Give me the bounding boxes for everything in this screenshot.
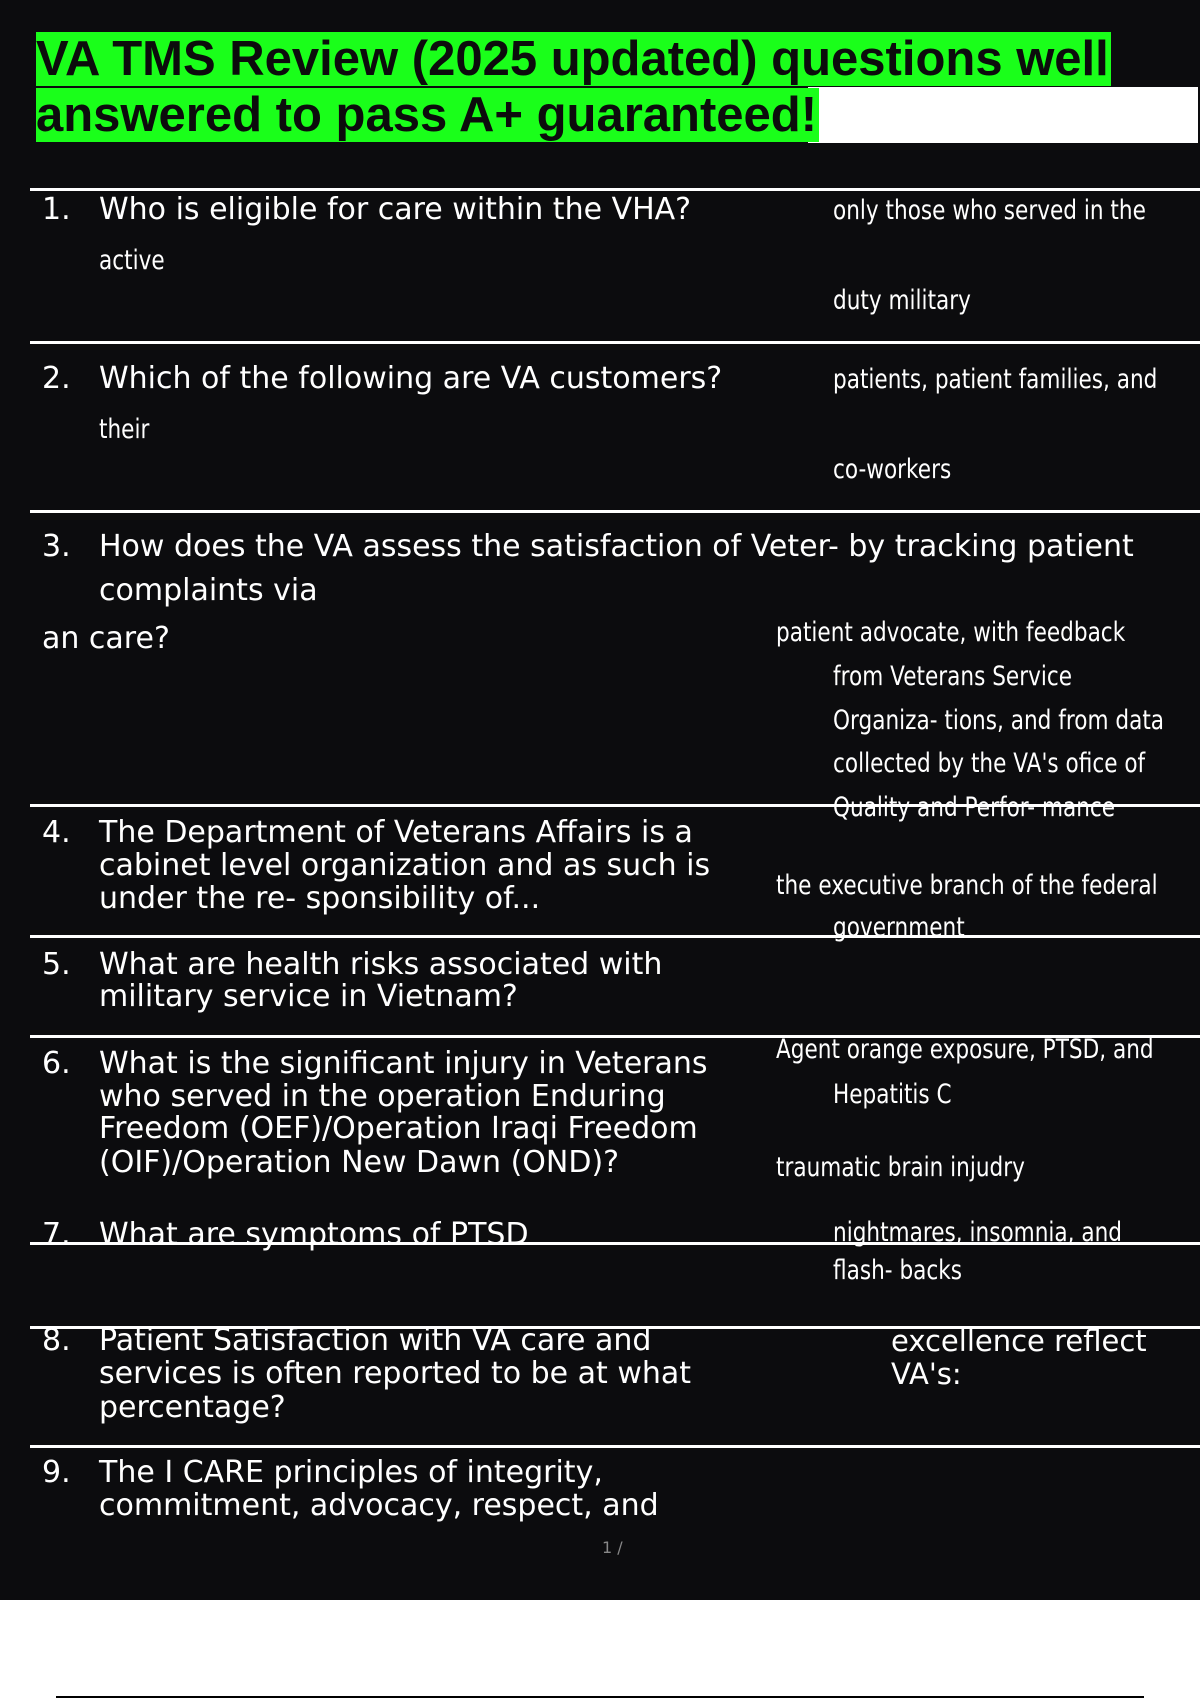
question-number: 9. <box>42 1455 71 1490</box>
title-line-1: VA TMS Review (2025 updated) questions well <box>36 32 1109 86</box>
question-text: complaints via <box>99 573 318 608</box>
row-divider <box>30 188 1200 191</box>
question-number: 5. <box>42 947 71 982</box>
question-text: who served in the operation Enduring <box>99 1079 666 1114</box>
question-number: 3. <box>42 529 71 564</box>
row-divider <box>30 1445 1200 1448</box>
answer-text: Agent orange exposure, PTSD, and <box>776 1034 1154 1065</box>
title-line-2: answered to pass A+ guaranteed! <box>36 88 818 142</box>
answer-text: only those who served in the <box>833 195 1146 226</box>
question-number: 6. <box>42 1046 71 1081</box>
question-text: an care? <box>42 621 170 656</box>
answer-text: duty military <box>833 285 971 316</box>
answer-text: collected by the VA's oﬁce of <box>833 748 1146 779</box>
question-text: their <box>99 414 150 445</box>
question-text: services is often reported to be at what <box>99 1356 692 1391</box>
answer-text: VA's: <box>891 1357 962 1391</box>
row-divider <box>30 510 1200 513</box>
question-text: active <box>99 245 165 276</box>
answer-text: Quality and Perfor- mance <box>833 792 1116 823</box>
footer-rule <box>56 1696 1144 1698</box>
question-text: Freedom (OEF)/Operation Iraqi Freedom <box>99 1111 698 1146</box>
question-text: What are symptoms of PTSD <box>99 1217 529 1252</box>
question-text: commitment, advocacy, respect, and <box>99 1488 659 1523</box>
answer-text: flash- backs <box>833 1255 963 1286</box>
answer-text: patients, patient families, and <box>833 364 1158 395</box>
answer-text: Hepatitis C <box>833 1079 952 1110</box>
answer-text: government <box>833 912 965 943</box>
question-text: (OIF)/Operation New Dawn (OND)? <box>99 1145 620 1180</box>
question-text: The Department of Veterans Affairs is a <box>99 815 693 850</box>
question-text: The I CARE principles of integrity, <box>99 1455 603 1490</box>
answer-text: Organiza- tions, and from data <box>833 705 1165 736</box>
question-text: What is the significant injury in Veterans <box>99 1046 708 1081</box>
question-text: under the re- sponsibility of... <box>99 881 541 916</box>
answer-text: patient advocate, with feedback <box>776 617 1126 648</box>
document-title <box>36 31 1198 143</box>
question-number: 2. <box>42 361 71 396</box>
answer-text: excellence reflect <box>891 1324 1147 1358</box>
question-text: What are health risks associated with <box>99 947 663 982</box>
question-text: percentage? <box>99 1390 286 1425</box>
row-divider <box>30 341 1200 344</box>
question-number: 7. <box>42 1217 71 1252</box>
answer-text: traumatic brain injudry <box>776 1152 1025 1183</box>
row-divider <box>30 935 1200 938</box>
answer-text: nightmares, insomnia, and <box>833 1217 1123 1248</box>
question-text: cabinet level organization and as such is <box>99 848 711 883</box>
answer-text: from Veterans Service <box>833 661 1073 692</box>
question-number: 4. <box>42 815 71 850</box>
answer-text: co-workers <box>833 454 952 485</box>
question-number: 8. <box>42 1323 71 1358</box>
question-text: Who is eligible for care within the VHA? <box>99 192 692 227</box>
question-text: Patient Satisfaction with VA care and <box>99 1323 652 1358</box>
page-number: 1 / <box>602 1538 623 1557</box>
question-text: Which of the following are VA customers? <box>99 361 723 396</box>
question-text: military service in Vietnam? <box>99 979 518 1014</box>
answer-text: the executive branch of the federal <box>776 870 1158 901</box>
question-text: How does the VA assess the satisfaction of Veter- by tracking patient <box>99 529 1134 564</box>
question-number: 1. <box>42 192 71 227</box>
